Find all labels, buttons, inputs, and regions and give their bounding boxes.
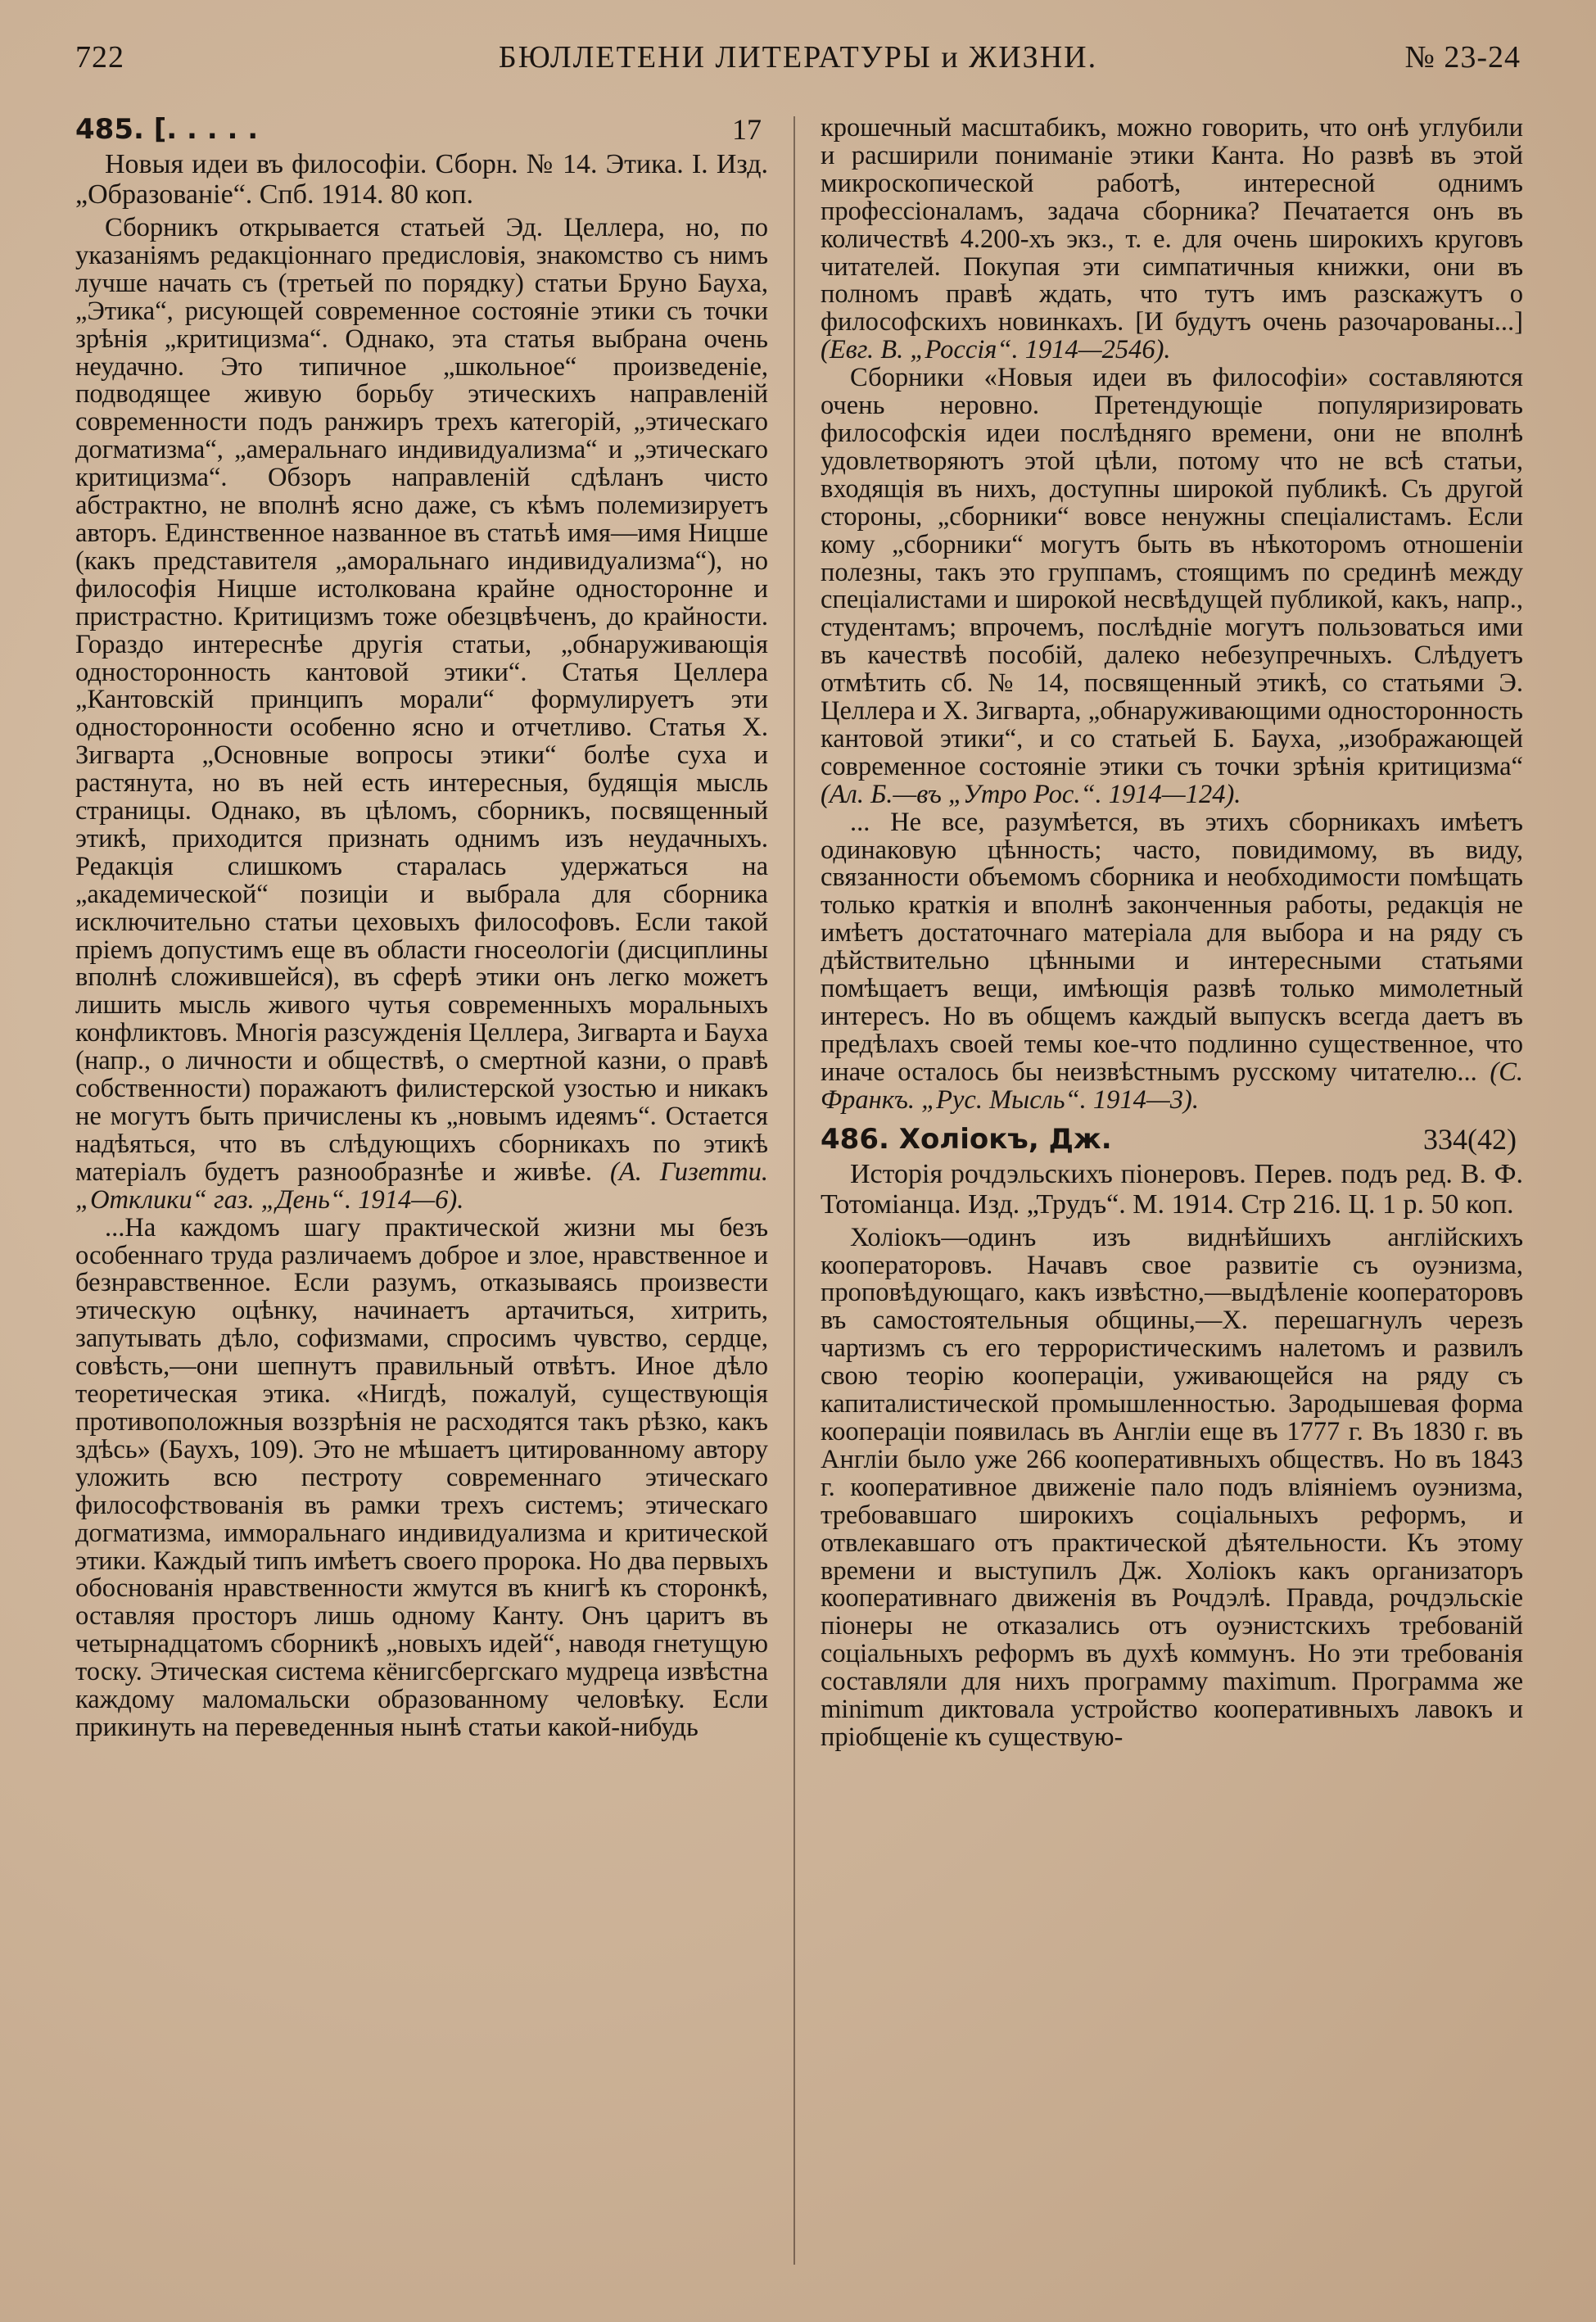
review-text: Холіокъ—одинъ изъ виднѣйшихъ англійскихъ кооператоровъ. Начавъ свое развитіе съ оуэнизма, проповѣдующаго, какъ извѣстно,—выдѣленіе кооператоровъ въ самостоятельныя общины,—Х. перешагнулъ черезъ чартизмъ съ его террористическимъ налетомъ и развилъ свою теорію кооперацiи, уживающейся на ряду съ капиталистической промышленностью. Зародышевая форма кооперацiи появилась въ Англіи еще въ 1777 г. Въ 1830 г. въ Англіи было уже 266 кооперативныхъ обществъ. Но въ 1843 г. кооперативное движеніе пало подъ вліяніемъ оуэнизма, требовавшаго широкихъ соціальныхъ реформъ, и отвлекавшаго отъ практической дѣятельности. Къ этому времени и выступилъ Дж. Холіокъ какъ организаторъ кооперативнаго движенія въ Рочдэлѣ. Правда, рочдэльскіе піонеры не отказались отъ оуэнистскихъ требованій соціальныхъ реформъ въ духѣ коммунъ. Но эти требованія составляли для нихъ программу maximum. Программа же minimum диктовала устройство кооперативныхъ лавокъ и пріобщеніе къ существую- (821, 1222, 1523, 1752)
review-source: (С. Франкъ. „Рус. Мысль“. 1914—3). (821, 1057, 1523, 1115)
column-divider (793, 116, 795, 2265)
review-text: крошечный масштабикъ, можно говорить, что онѣ углубили и расширили пониманіе этики Канта. Но развѣ въ этой микроскопической работѣ, интересной однимъ профессіоналамъ, задача сборника? Печатается онъ въ количествѣ 4.200-хъ экз., т. е. для очень широкихъ круговъ читателей. Покупая эти симпатичныя книжки, они въ полномъ правѣ ждать, что тутъ имъ разскажутъ о философскихъ новинкахъ. [И будутъ очень разочарованы...] (821, 115, 1523, 337)
page-number: 722 (75, 40, 124, 75)
entry-485-heading-row (75, 116, 768, 147)
review-text: Сборники «Новыя идеи въ философіи» составляются очень неровно. Претендующіе популяризировать философскія идеи послѣдняго времени, они не вполнѣ удовлетворяютъ этой цѣли, потому что не всѣ статьи, входящія въ нихъ, доступны широкой публикѣ. Съ другой стороны, „сборники“ вовсе ненужны спеціалистамъ. Если кому „сборники“ могутъ быть въ нѣкоторомъ отношеніи полезны, такъ это группамъ, стоящимъ по срединѣ между спеціалистами и широкой несвѣдущей публикой, какъ, напр., студентамъ; впрочемъ, послѣдніе могутъ пользоваться ими въ качествѣ пособій, далеко небезупречныхъ. Слѣдуетъ отмѣтить сб. № 14, посвященный этикѣ, со статьями Э. Целлера и Х. Зигварта, „обнаруживающими односторонность кантовой этики“, и со статьей Б. Бауха, „изображающей современное состояніе этики съ точки зрѣнія критицизма“ (821, 363, 1523, 781)
review-source: (Ал. Б.—въ „Утро Рос.“. 1914—124). (821, 779, 1241, 809)
right-column (821, 115, 1523, 2273)
entry-485-review-3 (821, 364, 1523, 809)
entry-485-review-4 (821, 809, 1523, 1115)
entry-485-code: 17 (732, 116, 762, 146)
review-text: Сборникъ открывается статьей Эд. Целлера, но, по указаніямъ редакціоннаго предисловія, знакомство съ нимъ лучше начать съ (третьей по порядку) статьи Бруно Бауха, „Этика“, рисующей современное состояніе этики съ точки зрѣнія „критицизма“. Однако, эта статья выбрана очень неудачно. Это типичное „школьное“ произведеніе, подводящее живую борьбу этическихъ направленій современности подъ ранжиръ трехъ категорій, „этическаго догматизма“, „амеральнаго индивидуализма“ и „этическаго критицизма“. Обзоръ направленій сдѣланъ чисто абстрактно, не вполнѣ ясно даже, съ кѣмъ полемизируетъ авторъ. Единственное названное въ статьѣ имя—имя Ницше (какъ представителя „аморальнаго индивидуализма“), но философія Ницше истолкована крайне односторонне и пристрастно. Критицизмъ тоже обезцвѣченъ, до крайности. Гораздо интереснѣе другія статьи, „обнаруживающія односторонность кантовой этики“. Статья Целлера „Кантовскій принципъ морали“ формулируетъ эти односторонности особенно ясно и отчетливо. Статья Х. Зигварта „Основные вопросы этики“ болѣе суха и растянута, но въ ней есть интересныя, будящія мысль страницы. Однако, въ цѣломъ, сборникъ, посвященный этикѣ, приходится признать однимъ изъ неудачныхъ. Редакція слишкомъ старалась удержаться на „академической“ позиціи и выбрала для сборника исключительно статьи цеховыхъ философовъ. Если такой пріемъ допустимъ еще въ области гносеологіи (дисциплины вполнѣ сложившейся), въ сферѣ этики онъ легко можетъ лишить мысль живого чутья современныхъ моральныхъ конфликтовъ. Многія разсужденія Целлера, Зигварта и Бауха (напр., о личности и обществѣ, о смертной казни, о правѣ собственности) поражаютъ филистерской узостью и никакъ не могутъ быть причислены къ „новымъ идеямъ“. Остается надѣяться, что въ слѣдующихъ сборникахъ по этикѣ матеріалъ будетъ разнообразнѣе и живѣе. (75, 213, 768, 1187)
review-source: (А. Гизетти. „Отклики“ газ. „День“. 1914—6). (75, 1156, 768, 1215)
review-text: ... Не все, разумѣется, въ этихъ сборникахъ имѣетъ одинаковую цѣнность; часто, повидимому, въ виду, связанности объемомъ сборника и необходимости помѣщать только краткія и вполнѣ законченныя работы, редакція не имѣетъ достаточнаго матеріала для выбора и на ряду съ дѣйствительно цѣнными и интересными статьями помѣщаетъ вещи, имѣющія развѣ только мимолетный интересъ. Но въ общемъ каждый выпускъ всегда даетъ въ предѣлахъ своей темы кое-что подлинно существенное, что иначе осталось бы неизвѣстнымъ русскому читателю... (821, 807, 1523, 1087)
entry-485-review-2 (75, 1212, 768, 1742)
review-text: ...На каждомъ шагу практической жизни мы безъ особеннаго труда различаемъ доброе и злое, нравственное и безнравственное. Если разумъ, отказываясь произвести этическую оцѣнку, начинаетъ артачиться, хитрить, запутывать дѣло, софизмами, спросимъ чувство, сердце, совѣсть,—они шепнутъ правильный отвѣтъ. Иное дѣло теоретическая этика. «Нигдѣ, пожалуй, существующія противоположныя воззрѣнія не расходятся такъ рѣзко, какъ здѣсь» (Баухъ, 109). Это не мѣшаетъ цитированному автору уложить всю пестроту современнаго этическаго философствованія въ рамки трехъ системъ; этическаго догматизма, имморальнаго индивидуализма и критической этики. Каждый типъ имѣетъ своего пророка. Но два первыхъ обоснованія нравственности жмутся въ книгѣ къ сторонкѣ, оставляя просторъ лишь одному Канту. Онъ царитъ въ четырнадцатомъ сборникѣ „новыхъ идей“, наводя гнетущую тоску. Этическая система кёнигсбергскаго мудреца извѣстна каждому маломальски образованному человѣку. Если прикинуть на переведенныя нынѣ статьи какой-нибудь (75, 1212, 768, 1742)
entry-485-biblio: Новыя идеи въ философіи. Сборн. № 14. Этика. I. Изд. „Образованіе“. Спб. 1914. 80 коп. (75, 149, 768, 210)
entry-486-biblio: Исторія рочдэльскихъ піонеровъ. Перев. подъ ред. В. Ф. Тотоміанца. Изд. „Трудъ“. М. 1914. Стр 216. Ц. 1 р. 50 коп. (821, 1158, 1523, 1220)
review-source: (Евг. В. „Россія“. 1914—2546). (821, 335, 1171, 365)
entry-486-review-1 (821, 1224, 1523, 1752)
journal-title: БЮЛЛЕТЕНИ ЛИТЕРАТУРЫ и ЖИЗНИ. (498, 40, 1098, 75)
running-head (75, 39, 1521, 80)
entry-485-heading: 485. [. . . . . (75, 116, 259, 146)
entry-485-review-1 (75, 215, 768, 1215)
entry-485-review-2-continued (821, 115, 1523, 364)
entry-486-code: 334(42) (1423, 1122, 1517, 1156)
left-column (75, 116, 768, 2273)
entry-486-heading: 486. Холіокъ, Дж. (821, 1122, 1112, 1156)
entry-486-heading-row (821, 1122, 1523, 1157)
issue-number: № 23-24 (1404, 40, 1521, 75)
